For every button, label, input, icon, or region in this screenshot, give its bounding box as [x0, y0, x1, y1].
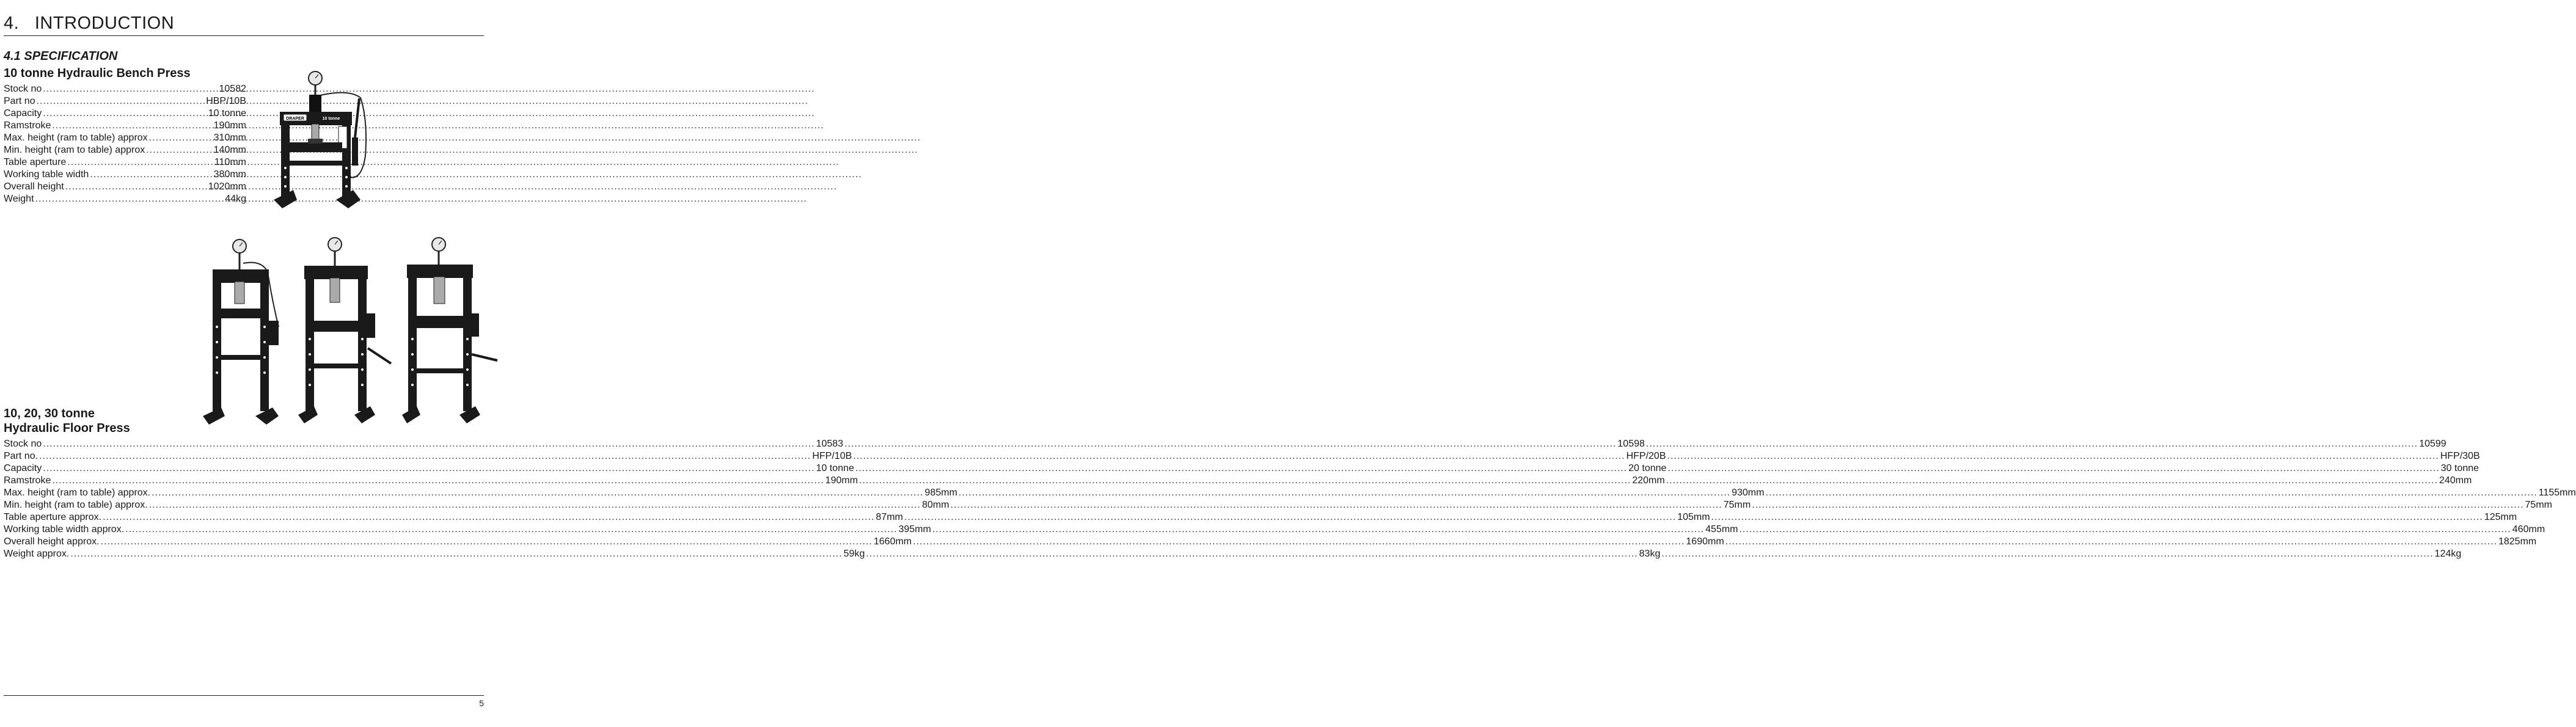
spec-row: [4, 120, 246, 132]
spec-label: Capacity: [4, 108, 42, 119]
spec-label: Max. height (ram to table) approx: [4, 133, 148, 143]
spec-label: Stock no: [4, 84, 42, 94]
spec-label: Working table width: [4, 169, 89, 180]
leader-dots: [859, 475, 1631, 487]
spec-value: 105mm: [1677, 512, 1710, 522]
spec-label: Working table width approx.: [4, 524, 125, 535]
spec-value: 1020mm: [208, 181, 246, 192]
bench-press-heading: 10 tonne Hydraulic Bench Press: [4, 67, 191, 80]
spec-row: [4, 511, 2517, 524]
spec-row: [4, 193, 246, 205]
leader-dots: [149, 499, 921, 511]
spec-value: 190mm: [825, 475, 858, 486]
floor-press-30t-illustration: [402, 235, 500, 431]
spec-value: 310mm: [213, 133, 246, 143]
spec-label: Overall height: [4, 181, 64, 192]
spec-value: 125mm: [2484, 512, 2517, 522]
leader-dots: [1667, 462, 2439, 475]
chapter-title-text: INTRODUCTION: [34, 13, 175, 33]
leader-dots: [1667, 450, 2439, 462]
leader-dots: [67, 156, 213, 169]
leader-dots: [1666, 475, 2438, 487]
leader-dots: [866, 548, 1637, 560]
spec-value: 75mm: [2525, 500, 2552, 510]
spec-label: Part no.: [4, 451, 38, 461]
spec-value: 985mm: [924, 488, 957, 498]
leader-dots: [101, 536, 873, 548]
spec-label: Weight: [4, 194, 34, 204]
leader-dots: [43, 438, 814, 450]
bench-press-spec-table: [4, 83, 246, 205]
spec-label: Min. height (ram to table) approx.: [4, 500, 148, 510]
spec-value: 395mm: [898, 524, 931, 535]
spec-value: 1155mm: [2538, 488, 2576, 498]
spec-value: 30 tonne: [2440, 463, 2479, 473]
spec-value: 10582: [219, 84, 246, 94]
leader-dots: [43, 462, 814, 475]
leader-dots: [65, 181, 207, 193]
leader-dots: [844, 438, 1616, 450]
leader-dots: [932, 524, 1704, 536]
spec-row: [4, 475, 2472, 487]
leader-dots: [125, 524, 897, 536]
floor-press-20t-illustration: [298, 235, 396, 431]
spec-value: 455mm: [1705, 524, 1738, 535]
floor-press-spec-table: [4, 438, 2576, 560]
spec-value: HBP/10B: [206, 96, 246, 106]
spec-value: HFP/10B: [812, 451, 852, 461]
spec-value: 10598: [1617, 439, 1645, 449]
spec-row: [4, 450, 2480, 462]
leader-dots: [1752, 499, 2523, 511]
leader-dots: [103, 511, 874, 524]
leader-dots: [913, 536, 1685, 548]
section-title: 4.1 SPECIFICATION: [4, 49, 118, 63]
leader-dots: [1661, 548, 2433, 560]
leader-dots: [904, 511, 1676, 524]
spec-value: 10 tonne: [816, 463, 854, 473]
spec-value: 20 tonne: [1628, 463, 1667, 473]
spec-row: [4, 169, 246, 181]
spec-row: [4, 95, 246, 108]
spec-value: 380mm: [213, 169, 246, 180]
spec-value: 83kg: [1639, 549, 1661, 559]
capacity-label: 10 tonne: [322, 117, 340, 121]
chapter-title: [4, 12, 174, 34]
spec-value: 1660mm: [873, 536, 912, 547]
spec-value: 10599: [2419, 439, 2446, 449]
leader-dots: [1739, 524, 2511, 536]
leader-dots: [1725, 536, 2497, 548]
spec-label: Ramstroke: [4, 475, 51, 486]
spec-row: [4, 462, 2479, 475]
leader-dots: [52, 475, 824, 487]
spec-label: Stock no: [4, 439, 42, 449]
leader-dots: [37, 95, 205, 108]
spec-value: 460mm: [2512, 524, 2545, 535]
spec-row: [4, 83, 246, 95]
spec-label: Capacity: [4, 463, 42, 473]
spec-row: [4, 438, 2446, 450]
leader-dots: [43, 83, 218, 95]
spec-label: Weight approx.: [4, 549, 70, 559]
spec-value: 240mm: [2439, 475, 2472, 486]
bench-press-illustration: [269, 70, 373, 212]
spec-value: 59kg: [843, 549, 865, 559]
spec-value: HFP/30B: [2440, 451, 2480, 461]
spec-row: [4, 548, 2462, 560]
spec-row: [4, 132, 246, 144]
spec-value: 930mm: [1732, 488, 1765, 498]
leader-dots: [152, 487, 923, 499]
spec-value: 87mm: [876, 512, 903, 522]
spec-value: 1825mm: [2498, 536, 2537, 547]
leader-dots: [149, 132, 213, 144]
leader-dots: [39, 450, 811, 462]
header-rule: [4, 35, 484, 36]
spec-label: Part no: [4, 96, 35, 106]
spec-label: Table aperture: [4, 157, 67, 167]
leader-dots: [90, 169, 212, 181]
spec-row: [4, 524, 2545, 536]
leader-dots: [70, 548, 842, 560]
spec-label: Table aperture approx.: [4, 512, 102, 522]
spec-row: [4, 487, 2576, 499]
spec-row: [4, 144, 246, 156]
page-number: 5: [479, 698, 484, 708]
spec-value: 80mm: [921, 500, 950, 510]
leader-dots: [1711, 511, 2483, 524]
leader-dots: [959, 487, 1730, 499]
spec-row: [4, 108, 246, 120]
leader-dots: [52, 120, 212, 132]
spec-value: 190mm: [213, 120, 246, 131]
leader-dots: [146, 144, 212, 156]
spec-value: 124kg: [2434, 549, 2462, 559]
spec-label: Overall height approx.: [4, 536, 100, 547]
spec-value: 1690mm: [1686, 536, 1724, 547]
floor-press-heading: [4, 406, 130, 436]
spec-row: [4, 181, 246, 193]
chapter-number: 4.: [4, 13, 20, 33]
spec-value: 10 tonne: [208, 108, 246, 119]
spec-value: HFP/20B: [1626, 451, 1666, 461]
floor-press-10t-illustration: [200, 235, 286, 431]
leader-dots: [43, 108, 207, 120]
floor-press-heading-line2: Hydraulic Floor Press: [4, 422, 130, 435]
spec-row: [4, 499, 2552, 511]
leader-dots: [1765, 487, 2537, 499]
spec-value: 10583: [816, 439, 844, 449]
spec-value: 44kg: [225, 194, 246, 204]
spec-value: 75mm: [1723, 500, 1751, 510]
spec-label: Max. height (ram to table) approx.: [4, 488, 151, 498]
leader-dots: [950, 499, 1722, 511]
leader-dots: [853, 450, 1625, 462]
leader-dots: [1646, 438, 2418, 450]
brand-label: DRAPER: [286, 117, 304, 121]
spec-row: [4, 156, 246, 169]
spec-label: Min. height (ram to table) approx: [4, 145, 145, 155]
spec-value: 220mm: [1632, 475, 1665, 486]
floor-press-heading-line1: 10, 20, 30 tonne: [4, 407, 95, 420]
leader-dots: [35, 193, 224, 205]
spec-value: 110mm: [214, 157, 246, 167]
footer-rule: [4, 695, 484, 696]
spec-value: 140mm: [213, 145, 246, 155]
spec-row: [4, 536, 2537, 548]
leader-dots: [855, 462, 1627, 475]
spec-label: Ramstroke: [4, 120, 51, 131]
